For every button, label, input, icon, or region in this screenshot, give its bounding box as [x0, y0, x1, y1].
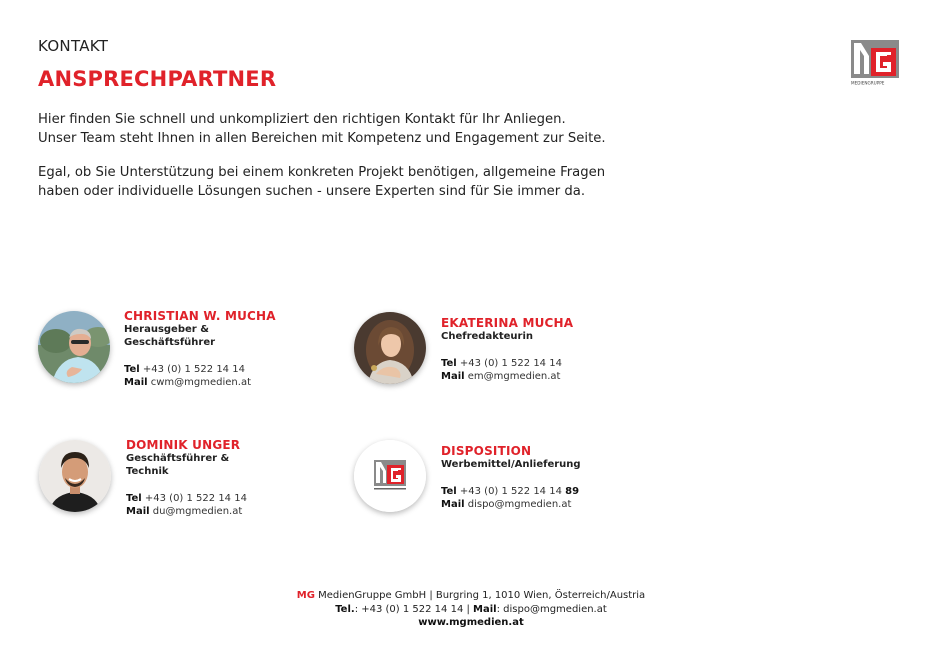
avatar-disposition: [354, 440, 426, 512]
footer: [0, 589, 942, 630]
intro-paragraph-1: [38, 110, 638, 148]
intro-p2-line2: haben oder individuelle Lösungen suchen - unsere Experten sind für Sie immer da.: [38, 184, 586, 199]
phone-number[interactable]: +43 (0) 1 522 14 14: [142, 364, 245, 375]
contact-name: DOMINIK UNGER: [126, 438, 241, 452]
contact-role-line1: Werbemittel/Anlieferung: [441, 459, 581, 470]
footer-tel-value[interactable]: : +43 (0) 1 522 14 14 |: [354, 603, 470, 615]
contact-details: [126, 492, 247, 518]
contact-details: [441, 357, 562, 383]
intro-p1-line2: Unser Team steht Ihnen in allen Bereichen mit Kompetenz und Engagement zur Seite.: [38, 131, 606, 146]
footer-contact-line: [0, 603, 942, 617]
avatar-christian: [38, 311, 110, 383]
section-kicker: KONTAKT: [38, 37, 109, 55]
page-title: ANSPRECHPARTNER: [38, 67, 277, 91]
logo-caption-text: MEDIENGRUPPE: [851, 80, 885, 86]
phone-number[interactable]: +43 (0) 1 522 14 14: [459, 486, 562, 497]
contact-email: [441, 498, 579, 511]
contact-name: CHRISTIAN W. MUCHA: [124, 309, 276, 323]
contact-phone: [441, 485, 579, 498]
contact-name: DISPOSITION: [441, 444, 532, 458]
footer-mail-label: Mail: [473, 603, 497, 615]
contact-phone: [124, 363, 251, 376]
tel-label: Tel: [124, 364, 140, 375]
contact-role: [441, 459, 581, 472]
footer-address: MedienGruppe GmbH | Burgring 1, 1010 Wien, Österreich/Austria: [318, 590, 646, 601]
contact-role: [126, 453, 229, 478]
email-link[interactable]: dispo@mgmedien.at: [467, 499, 572, 510]
email-link[interactable]: cwm@mgmedien.at: [150, 377, 251, 388]
contact-name: EKATERINA MUCHA: [441, 316, 574, 330]
contact-role-line2: Technik: [126, 465, 169, 477]
mail-label: Mail: [441, 371, 465, 382]
intro-p1-line1: Hier finden Sie schnell und unkompliziert den richtigen Kontakt für Ihr Anliegen.: [38, 112, 566, 127]
intro-paragraph-2: [38, 163, 638, 201]
mg-logo: [851, 40, 899, 86]
contact-email: [124, 376, 251, 389]
tel-label: Tel: [126, 493, 142, 504]
tel-label: Tel: [441, 486, 457, 497]
avatar-ekaterina: [354, 312, 426, 384]
contact-role-line1: Chefredakteurin: [441, 331, 534, 342]
contact-email: [126, 505, 247, 518]
intro-p2-line1: Egal, ob Sie Unterstützung bei einem konkreten Projekt benötigen, allgemeine Fragen: [38, 165, 606, 180]
mail-label: Mail: [126, 506, 150, 517]
contact-role: [441, 331, 533, 344]
phone-number[interactable]: +43 (0) 1 522 14 14: [144, 493, 247, 504]
contact-email: [441, 370, 562, 383]
footer-website-link[interactable]: www.mgmedien.at: [418, 617, 524, 628]
contact-phone: [126, 492, 247, 505]
footer-brand: MG: [296, 590, 315, 601]
footer-mail-value[interactable]: : dispo@mgmedien.at: [496, 603, 607, 615]
contact-details: [124, 363, 251, 389]
mail-label: Mail: [124, 377, 148, 388]
contact-role: [124, 324, 215, 349]
contact-role-line2: Geschäftsführer: [124, 336, 216, 348]
contact-phone: [441, 357, 562, 370]
footer-address-line: [0, 589, 942, 603]
email-link[interactable]: du@mgmedien.at: [152, 506, 243, 517]
mail-label: Mail: [441, 499, 465, 510]
tel-label: Tel: [441, 358, 457, 369]
avatar-dominik: [39, 440, 111, 512]
phone-extension: 89: [565, 486, 580, 497]
contact-role-line1: Geschäftsführer &: [126, 453, 230, 464]
contact-details: [441, 485, 579, 511]
email-link[interactable]: em@mgmedien.at: [467, 371, 561, 382]
contact-role-line1: Herausgeber &: [124, 324, 209, 335]
footer-tel-label: Tel.: [335, 603, 355, 615]
phone-number[interactable]: +43 (0) 1 522 14 14: [459, 358, 562, 369]
